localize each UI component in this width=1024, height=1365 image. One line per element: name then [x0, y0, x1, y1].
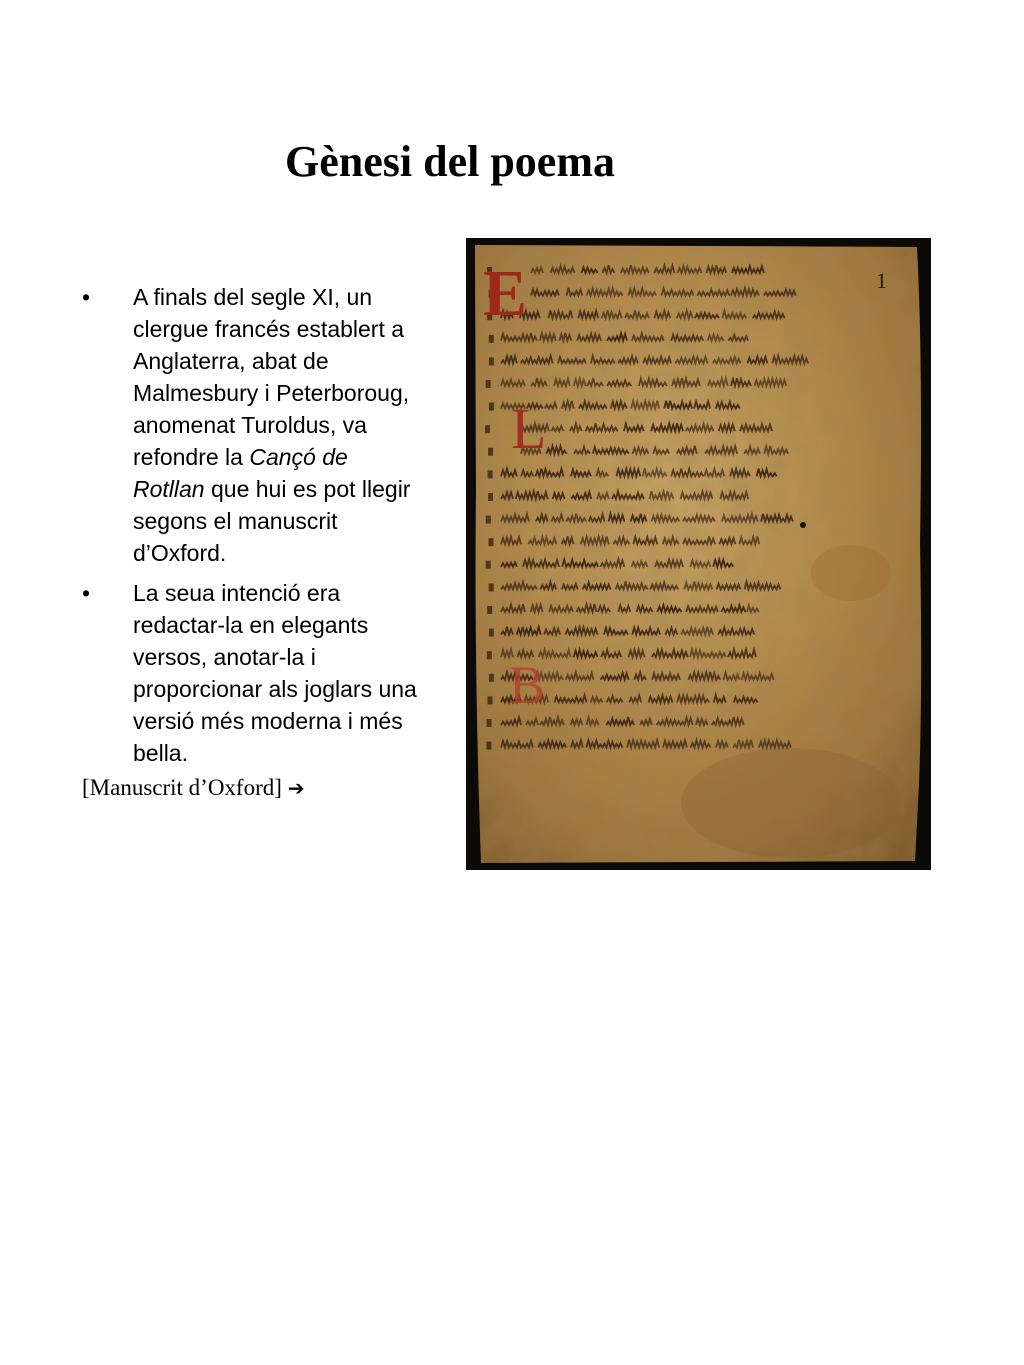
margin-letter: [487, 696, 492, 704]
bullet-marker: •: [82, 580, 91, 606]
arrow-right-icon: ➔: [287, 776, 305, 800]
caption-text: [Manuscrit d’Oxford]: [82, 775, 282, 800]
svg-text:L: L: [511, 396, 547, 461]
margin-letter: [486, 516, 491, 524]
bullet-item: [82, 577, 422, 769]
bullet-item: [82, 281, 422, 569]
margin-letter: [487, 651, 492, 659]
manuscript-image: [466, 238, 931, 870]
margin-letter: [489, 357, 494, 365]
margin-letter: [486, 561, 491, 569]
margin-letter: [486, 380, 491, 388]
bullet-text-end: que hui es pot llegir segons el manuscrit d’Oxford.: [133, 476, 411, 566]
initial-b: [509, 655, 545, 715]
margin-letter: [485, 425, 490, 433]
margin-letter: [487, 719, 492, 727]
margin-letter: [489, 403, 494, 411]
margin-letter: [489, 583, 494, 591]
margin-letter: [488, 493, 493, 501]
stain: [681, 748, 901, 858]
stain: [811, 545, 891, 601]
bullet-marker: •: [82, 284, 91, 310]
initial-e: [483, 257, 527, 330]
margin-letter: [489, 629, 494, 637]
svg-text:B: B: [509, 655, 546, 715]
folio-number: 1: [876, 268, 887, 293]
poem-title-italic: Cançó de Rotllan: [133, 444, 348, 502]
ink-spot: [800, 522, 806, 528]
margin-letter: [488, 448, 493, 456]
svg-text:E: E: [483, 257, 528, 330]
margin-letter: [487, 606, 492, 614]
manuscript-link[interactable]: [82, 772, 305, 804]
margin-letter: [489, 335, 494, 343]
manuscript-page-illustration: [471, 243, 926, 865]
margin-letter: [488, 470, 493, 478]
bullet-list: [82, 281, 422, 777]
page-title: Gènesi del poema: [285, 137, 615, 186]
bullet-text: A finals del segle XI, un clergue francés establert a Anglaterra, abat de Malmesbury i Peterboroug, anomenat Turoldus, va refondre la: [133, 284, 410, 470]
margin-letter: [489, 538, 494, 546]
bullet-text: La seua intenció era redactar-la en elegants versos, anotar-la i proporcionar als joglars una versió més moderna i més bella.: [133, 580, 417, 766]
initial-l: [511, 396, 546, 461]
margin-letter: [486, 742, 491, 750]
margin-letter: [489, 674, 494, 682]
